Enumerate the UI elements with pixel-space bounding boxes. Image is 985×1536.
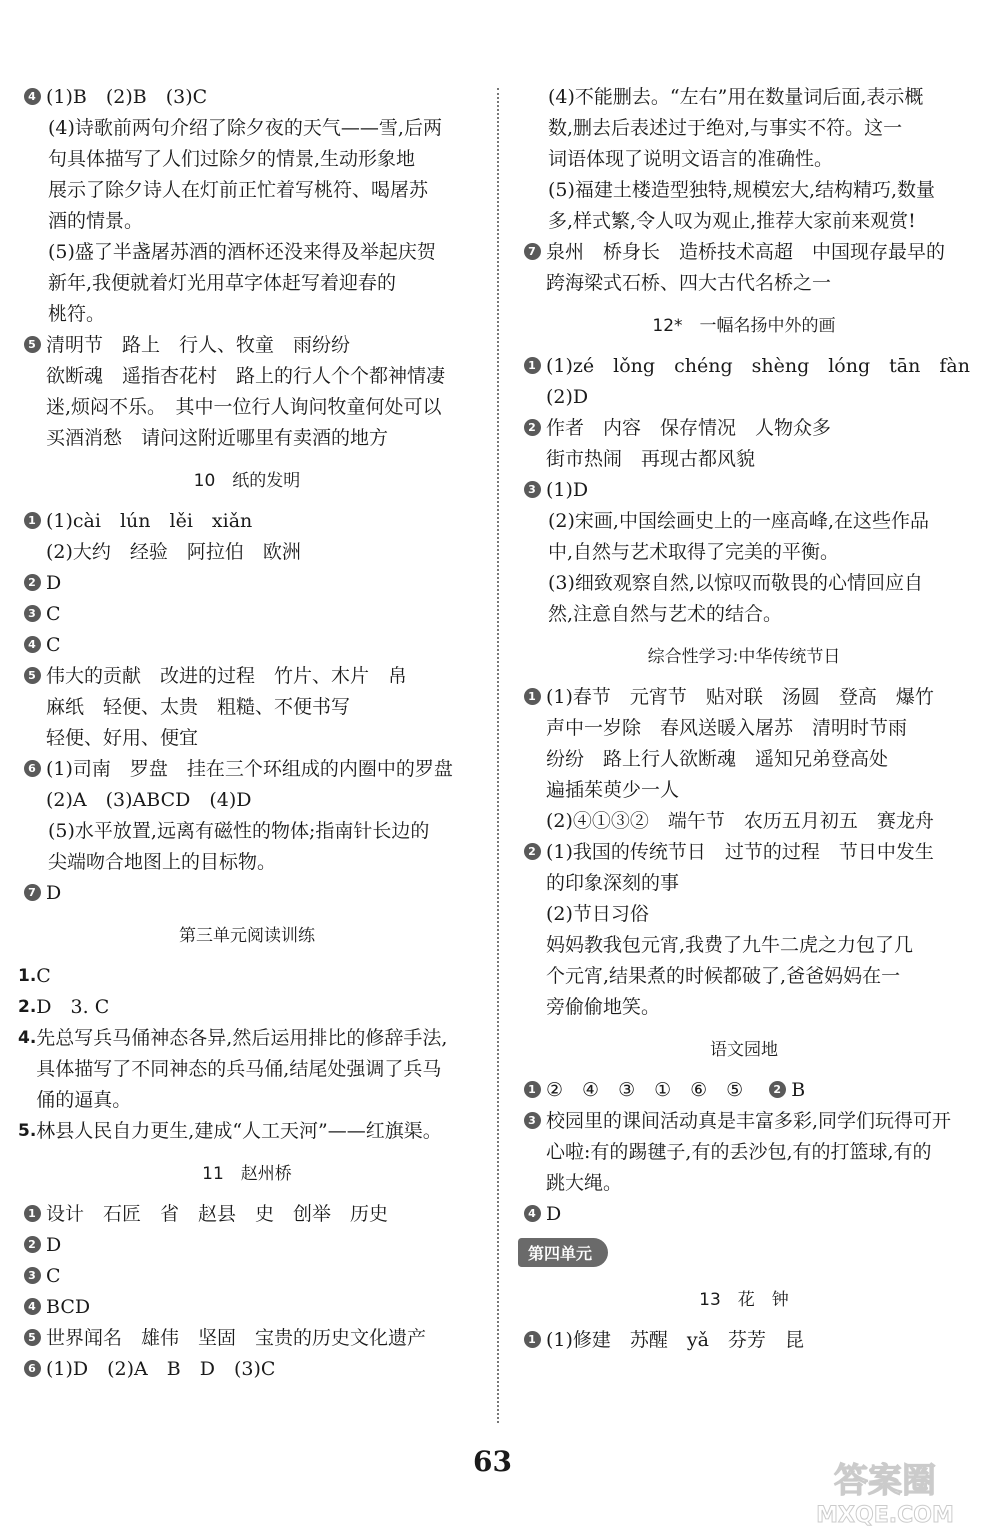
answer-item bbox=[518, 1199, 970, 1230]
question-number-icon: 1 bbox=[524, 1081, 541, 1098]
unit-badge: 第四单元 bbox=[518, 1238, 608, 1267]
answer-line: 遍插茱萸少一人 bbox=[546, 779, 680, 801]
answer-body bbox=[48, 113, 476, 237]
answer-line: 先总写兵马俑神态各异,然后运用排比的修辞手法, bbox=[36, 1027, 448, 1049]
answer-line: 声中一岁除 春风送暖入屠苏 清明时节雨 bbox=[546, 717, 908, 739]
question-number-icon: 2 bbox=[769, 1081, 786, 1098]
question-number bbox=[518, 351, 546, 374]
answer-item bbox=[518, 475, 970, 506]
answer-line: 中,自然与艺术取得了完美的平衡。 bbox=[548, 541, 840, 563]
question-number-icon: 3 bbox=[24, 605, 41, 622]
question-number bbox=[518, 1199, 546, 1222]
answer-line: (1)zé lǒng chéng shèng lóng tān fàn bbox=[546, 355, 970, 377]
question-number-icon: 4 bbox=[24, 1298, 41, 1315]
answer-line: (1)我国的传统节日 过节的过程 节日中发生 bbox=[546, 841, 934, 863]
question-number-icon: 5 bbox=[24, 1329, 41, 1346]
answer-body bbox=[36, 1023, 476, 1116]
answer-body bbox=[46, 1261, 476, 1292]
question-number bbox=[518, 1075, 546, 1098]
answer-body bbox=[46, 1323, 476, 1354]
answer-inline bbox=[763, 1075, 805, 1106]
answer-line: C bbox=[46, 1265, 61, 1287]
answer-line: 然,注意自然与艺术的结合。 bbox=[548, 603, 783, 625]
answer-subitem bbox=[18, 816, 476, 878]
question-number bbox=[18, 1199, 46, 1222]
answer-line: 清明节 路上 行人、牧童 雨纷纷 bbox=[46, 334, 351, 356]
answer-line: 泉州 桥身长 造桥技术高超 中国现存最早的 bbox=[546, 241, 946, 263]
answer-line: 桃符。 bbox=[48, 303, 106, 325]
answer-subitem bbox=[518, 568, 970, 630]
answer-subitem bbox=[18, 237, 476, 330]
answer-line: (2)节日习俗 bbox=[546, 903, 649, 925]
page-number: 63 bbox=[473, 1445, 512, 1478]
section-heading: 第三单元阅读训练 bbox=[179, 926, 315, 946]
section-heading: 综合性学习:中华传统节日 bbox=[647, 647, 841, 667]
answer-line: 词语体现了说明文语言的准确性。 bbox=[548, 148, 834, 170]
question-number bbox=[18, 630, 46, 653]
question-number bbox=[18, 661, 46, 684]
watermark-text-url: MXQE.COM bbox=[816, 1503, 954, 1528]
right-column bbox=[518, 82, 970, 1356]
answer-line: (1)cài lún lěi xiǎn bbox=[46, 510, 253, 532]
answer-item bbox=[18, 1230, 476, 1261]
question-number bbox=[18, 1261, 46, 1284]
answer-line: D bbox=[46, 882, 62, 904]
question-number-icon: 2 bbox=[24, 1236, 41, 1253]
answer-item bbox=[18, 961, 476, 992]
answer-text: ② ④ ③ ① ⑥ ⑤ bbox=[546, 1079, 744, 1101]
question-number-icon: 5 bbox=[24, 336, 41, 353]
answer-body bbox=[46, 661, 476, 754]
answer-line: (1)修建 苏醒 yǎ 芬芳 昆 bbox=[546, 1329, 804, 1351]
answer-line: (5)盛了半盏屠苏酒的酒杯还没来得及举起庆贺 bbox=[48, 241, 436, 263]
answer-line: 作者 内容 保存情况 人物众多 bbox=[546, 417, 832, 439]
answer-item bbox=[18, 1116, 476, 1147]
question-number-icon: 5 bbox=[24, 667, 41, 684]
answer-item-pair bbox=[518, 1075, 970, 1106]
question-number-icon: 2 bbox=[524, 843, 541, 860]
question-number bbox=[18, 568, 46, 591]
answer-line: 纷纷 路上行人欲断魂 遥知兄弟登高处 bbox=[546, 748, 889, 770]
answer-item bbox=[518, 237, 970, 299]
answer-body bbox=[36, 992, 476, 1023]
answer-item bbox=[518, 1106, 970, 1199]
answer-item bbox=[18, 1292, 476, 1323]
answer-body bbox=[548, 175, 970, 237]
question-number bbox=[18, 754, 46, 777]
answer-item bbox=[18, 568, 476, 599]
question-number bbox=[18, 1230, 46, 1253]
answer-line: (4)诗歌前两句介绍了除夕夜的天气——雪,后两 bbox=[48, 117, 442, 139]
question-number-icon: 6 bbox=[24, 760, 41, 777]
answer-body bbox=[46, 599, 476, 630]
answer-line: 跨海梁式石桥、四大古代名桥之一 bbox=[546, 272, 832, 294]
answer-line: 具体描写了不同神态的兵马俑,结尾处强调了兵马 bbox=[36, 1058, 442, 1080]
answer-body bbox=[46, 1354, 476, 1385]
answer-line: (1)D (2)A B D (3)C bbox=[46, 1358, 276, 1380]
answer-body bbox=[46, 568, 476, 599]
question-number bbox=[18, 506, 46, 529]
answer-line: (4)不能删去。“左右”用在数量词后面,表示概 bbox=[548, 86, 924, 108]
question-number-icon: 7 bbox=[24, 884, 41, 901]
question-number bbox=[518, 413, 546, 436]
question-number: 2. bbox=[18, 997, 37, 1017]
answer-line: 校园里的课间活动真是丰富多彩,同学们玩得可开 bbox=[546, 1110, 952, 1132]
answer-subitem bbox=[518, 82, 970, 175]
question-number bbox=[518, 682, 546, 705]
answer-item bbox=[18, 330, 476, 454]
answer-item bbox=[18, 1354, 476, 1385]
answer-line: (1)B (2)B (3)C bbox=[46, 86, 208, 108]
answer-line: (2)D bbox=[546, 386, 589, 408]
answer-item bbox=[18, 878, 476, 909]
answer-body bbox=[46, 1292, 476, 1323]
question-number bbox=[518, 237, 546, 260]
answer-line: 妈妈教我包元宵,我费了九牛二虎之力包了几 bbox=[546, 934, 914, 956]
answer-line: 酒的情景。 bbox=[48, 210, 144, 232]
question-number-icon: 1 bbox=[524, 1331, 541, 1348]
answer-line: (1)春节 元宵节 贴对联 汤圆 登高 爆竹 bbox=[546, 686, 934, 708]
answer-item bbox=[518, 1325, 970, 1356]
answer-inline bbox=[518, 1075, 743, 1106]
answer-item bbox=[18, 599, 476, 630]
answer-line: BCD bbox=[46, 1296, 91, 1318]
answer-body bbox=[46, 1230, 476, 1261]
answer-line: 轻便、好用、便宜 bbox=[46, 727, 199, 749]
section-heading: 13 花 钟 bbox=[699, 1290, 789, 1310]
answer-item bbox=[18, 1323, 476, 1354]
answer-line: (3)细致观察自然,以惊叹而敬畏的心情回应自 bbox=[548, 572, 923, 594]
answer-item bbox=[18, 754, 476, 816]
question-number-icon: 4 bbox=[524, 1205, 541, 1222]
question-number bbox=[18, 330, 46, 353]
answer-body bbox=[548, 568, 970, 630]
answer-line: (2)④①③② 端午节 农历五月初五 赛龙舟 bbox=[546, 810, 934, 832]
answer-body bbox=[546, 1325, 970, 1356]
answer-body bbox=[546, 682, 970, 837]
answer-line: 俑的逼真。 bbox=[36, 1089, 132, 1111]
answer-item bbox=[518, 413, 970, 475]
answer-body bbox=[46, 82, 476, 113]
answer-body bbox=[546, 1199, 970, 1230]
answer-item bbox=[18, 1261, 476, 1292]
answer-body bbox=[548, 82, 970, 175]
answer-body bbox=[48, 816, 476, 878]
question-number-icon: 1 bbox=[524, 357, 541, 374]
question-number bbox=[763, 1075, 791, 1098]
answer-body bbox=[48, 237, 476, 330]
question-number-icon: 1 bbox=[24, 1205, 41, 1222]
answer-item bbox=[518, 682, 970, 837]
question-number bbox=[18, 1292, 46, 1315]
answer-body bbox=[46, 330, 476, 454]
watermark-text-main: 答案圈 bbox=[834, 1461, 936, 1501]
answer-body bbox=[36, 1116, 476, 1147]
answer-item bbox=[18, 630, 476, 661]
answer-line: 心啦:有的踢毽子,有的丢沙包,有的打篮球,有的 bbox=[546, 1141, 932, 1163]
answer-body bbox=[46, 878, 476, 909]
question-number-icon: 4 bbox=[24, 88, 41, 105]
answer-line: 数,删去后表述过于绝对,与事实不符。这一 bbox=[548, 117, 903, 139]
answer-line: 买酒消愁 请问这附近哪里有卖酒的地方 bbox=[46, 427, 389, 449]
answer-line: (1)司南 罗盘 挂在三个环组成的内圈中的罗盘 bbox=[46, 758, 453, 780]
question-number bbox=[518, 1325, 546, 1348]
answer-item bbox=[518, 351, 970, 413]
answer-subitem bbox=[518, 175, 970, 237]
question-number-icon: 3 bbox=[24, 1267, 41, 1284]
answer-line: 旁偷偷地笑。 bbox=[546, 996, 661, 1018]
answer-line: 尖端吻合地图上的目标物。 bbox=[48, 851, 277, 873]
answer-item bbox=[18, 82, 476, 113]
answer-subitem bbox=[18, 113, 476, 237]
section-heading: 12* 一幅名扬中外的画 bbox=[652, 316, 836, 336]
answer-body bbox=[546, 1106, 970, 1199]
left-column bbox=[18, 82, 476, 1385]
answer-line: (2)宋画,中国绘画史上的一座高峰,在这些作品 bbox=[548, 510, 929, 532]
section-heading: 10 纸的发明 bbox=[193, 471, 301, 491]
answer-line: 跳大绳。 bbox=[546, 1172, 623, 1194]
answer-body bbox=[546, 237, 970, 299]
question-number bbox=[18, 1323, 46, 1346]
answer-line: (1)D bbox=[546, 479, 589, 501]
answer-line: 句具体描写了人们过除夕的情景,生动形象地 bbox=[48, 148, 416, 170]
question-number-icon: 3 bbox=[524, 1112, 541, 1129]
question-number bbox=[18, 82, 46, 105]
answer-body bbox=[46, 630, 476, 661]
question-number bbox=[518, 475, 546, 498]
answer-body bbox=[548, 506, 970, 568]
question-number: 5. bbox=[18, 1121, 37, 1141]
question-number bbox=[518, 1106, 546, 1129]
answer-line: D bbox=[546, 1203, 562, 1225]
answer-line: C bbox=[46, 634, 61, 656]
question-number: 1. bbox=[18, 966, 37, 986]
answer-body bbox=[46, 754, 476, 816]
answer-line: D bbox=[46, 1234, 62, 1256]
answer-item bbox=[18, 992, 476, 1023]
question-number bbox=[18, 599, 46, 622]
column-divider bbox=[497, 88, 499, 1423]
answer-item bbox=[18, 1023, 476, 1116]
question-number bbox=[18, 1354, 46, 1377]
answer-line: 伟大的贡献 改进的过程 竹片、木片 帛 bbox=[46, 665, 408, 687]
question-number-icon: 1 bbox=[524, 688, 541, 705]
answer-line: 麻纸 轻便、太贵 粗糙、不便书写 bbox=[46, 696, 351, 718]
answer-text: B bbox=[791, 1079, 806, 1101]
question-number-icon: 7 bbox=[524, 243, 541, 260]
answer-item bbox=[18, 1199, 476, 1230]
question-number bbox=[18, 878, 46, 901]
question-number-icon: 3 bbox=[524, 481, 541, 498]
answer-line: 的印象深刻的事 bbox=[546, 872, 680, 894]
answer-line: 个元宵,结果煮的时候都破了,爸爸妈妈在一 bbox=[546, 965, 901, 987]
question-number-icon: 2 bbox=[24, 574, 41, 591]
answer-line: 展示了除夕诗人在灯前正忙着写桃符、喝屠苏 bbox=[48, 179, 429, 201]
answer-subitem bbox=[518, 506, 970, 568]
answer-body bbox=[36, 961, 476, 992]
answer-body bbox=[546, 351, 970, 413]
answer-item bbox=[518, 837, 970, 1023]
section-heading: 语文园地 bbox=[710, 1040, 778, 1060]
answer-line: C bbox=[36, 965, 51, 987]
answer-line: 设计 石匠 省 赵县 史 创举 历史 bbox=[46, 1203, 389, 1225]
answer-body bbox=[546, 475, 970, 506]
answer-body bbox=[46, 1199, 476, 1230]
answer-item bbox=[18, 506, 476, 568]
section-heading: 11 赵州桥 bbox=[202, 1164, 292, 1184]
answer-line: 街市热闹 再现古都风貌 bbox=[546, 448, 756, 470]
answer-line: (5)水平放置,远离有磁性的物体;指南针长边的 bbox=[48, 820, 430, 842]
question-number-icon: 6 bbox=[24, 1360, 41, 1377]
answer-line: (5)福建土楼造型独特,规模宏大,结构精巧,数量 bbox=[548, 179, 936, 201]
watermark-logo bbox=[795, 1452, 975, 1530]
question-number: 4. bbox=[18, 1028, 37, 1048]
answer-line: D 3. C bbox=[36, 996, 110, 1018]
question-number-icon: 4 bbox=[24, 636, 41, 653]
answer-line: 迷,烦闷不乐。 其中一位行人询问牧童何处可以 bbox=[46, 396, 442, 418]
answer-line: 多,样式繁,令人叹为观止,推荐大家前来观赏! bbox=[548, 210, 916, 232]
answer-line: (2)大约 经验 阿拉伯 欧洲 bbox=[46, 541, 301, 563]
question-number-icon: 2 bbox=[524, 419, 541, 436]
question-number bbox=[518, 837, 546, 860]
answer-body bbox=[546, 837, 970, 1023]
answer-line: (2)A (3)ABCD (4)D bbox=[46, 789, 252, 811]
answer-item bbox=[18, 661, 476, 754]
answer-body bbox=[546, 413, 970, 475]
answer-line: 新年,我便就着灯光用草字体赶写着迎春的 bbox=[48, 272, 397, 294]
answer-line: 林县人民自力更生,建成“人工天河”——红旗渠。 bbox=[36, 1120, 442, 1142]
question-number-icon: 1 bbox=[24, 512, 41, 529]
answer-line: C bbox=[46, 603, 61, 625]
answer-line: D bbox=[46, 572, 62, 594]
answer-body bbox=[46, 506, 476, 568]
answer-line: 世界闻名 雄伟 坚固 宝贵的历史文化遗产 bbox=[46, 1327, 427, 1349]
answer-line: 欲断魂 遥指杏花村 路上的行人个个都神情凄 bbox=[46, 365, 446, 387]
